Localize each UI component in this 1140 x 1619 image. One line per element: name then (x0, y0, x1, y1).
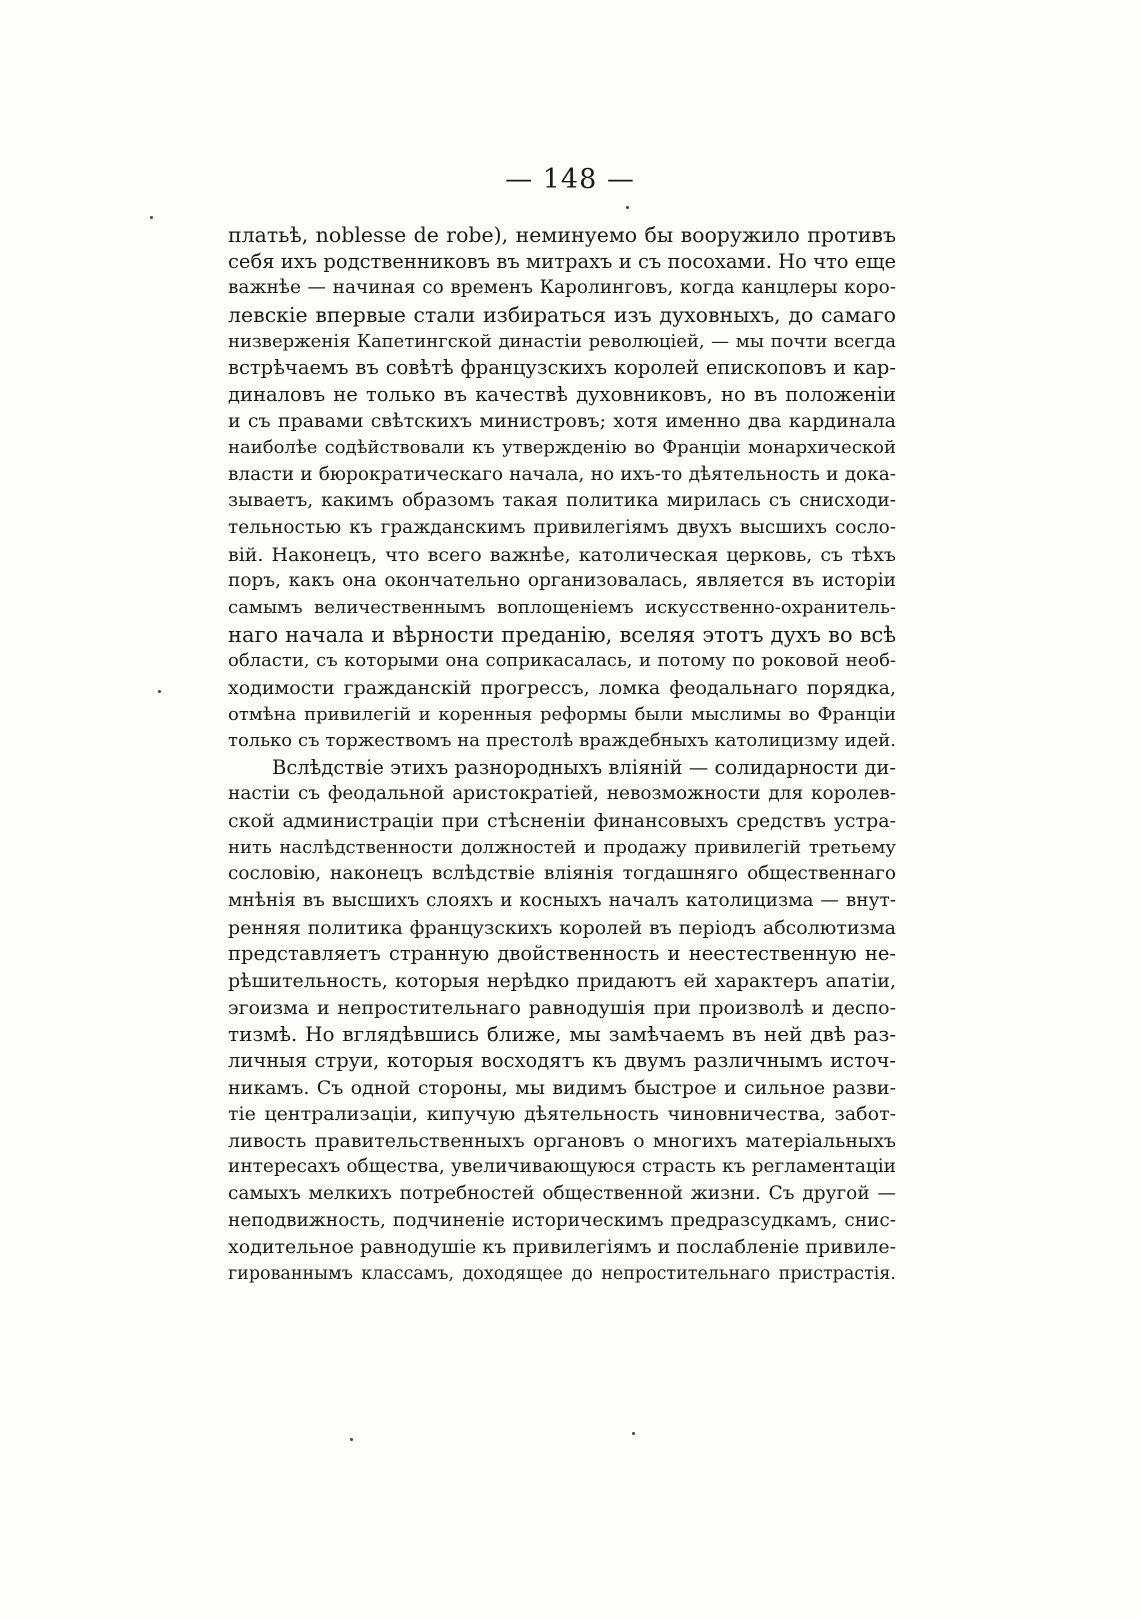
text-line: области, съ которыми она соприкасалась, и потому по роковой необ- (228, 650, 896, 672)
text-line: интересахъ общества, увеличивающуюся страсть къ регламентаціи (228, 1156, 896, 1178)
text-line: себя ихъ родственниковъ въ митрахъ и съ посохами. Но что еще (228, 249, 896, 273)
text-line: представляетъ странную двойственность и неестественную не- (228, 942, 896, 966)
text-line: тіе централизаціи, кипучую дѣятельность чиновничества, забот- (228, 1103, 896, 1126)
text-line: неподвижность, подчиненіе историческимъ предразсудкамъ, снис- (228, 1209, 896, 1231)
body-text (228, 222, 896, 1288)
text-line: важнѣе — начиная со временъ Каролинговъ, когда канцлеры коро- (228, 277, 896, 299)
text-line: отмѣна привилегій и коренныя реформы были мыслимы во Франціи (228, 703, 896, 725)
text-line: диналовъ не только въ качествѣ духовниковъ, но въ положеніи (228, 382, 896, 406)
text-line: самымъ величественнымъ воплощеніемъ искусственно-охранитель- (228, 596, 896, 618)
text-line: зываетъ, какимъ образомъ такая политика мирилась съ снисходи- (228, 490, 896, 512)
text-line: Вслѣдствіе этихъ разнородныхъ вліяній — солидарности ди- (272, 755, 896, 779)
text-line: нить наслѣдственности должностей и продажу привилегій третьему (228, 836, 896, 858)
text-line: личныя струи, которыя восходятъ къ двумъ различнымъ источ- (228, 1048, 896, 1072)
print-speck (158, 690, 161, 693)
print-speck (626, 206, 629, 209)
text-line: ренняя политика французскихъ королей въ періодъ абсолютизма (228, 916, 896, 939)
text-line: низверженія Капетингской династіи революціей, — мы почти всегда (228, 330, 896, 352)
text-line: никамъ. Съ одной стороны, мы видимъ быстрое и сильное разви- (228, 1076, 896, 1099)
text-line: ской администраціи при стѣсненіи финансовыхъ средствъ устра- (228, 810, 896, 833)
text-line: мнѣнія въ высшихъ слояхъ и косныхъ началъ католицизма — внут- (228, 890, 896, 912)
text-line: эгоизма и непростительнаго равнодушія при произволѣ и деспо- (228, 996, 896, 1019)
text-line: вій. Наконецъ, что всего важнѣе, католическая церковь, съ тѣхъ (228, 543, 896, 566)
text-line: встрѣчаемъ въ совѣтѣ французскихъ королей епископовъ и кар- (228, 356, 896, 380)
text-line: платьѣ, noblesse de robe), неминуемо бы вооружило противъ (228, 223, 896, 247)
text-line: ливость правительственныхъ органовъ о многихъ матеріальныхъ (228, 1129, 896, 1152)
text-line: тизмѣ. Но вглядѣвшись ближе, мы замѣчаемъ въ ней двѣ раз- (228, 1022, 896, 1047)
print-speck (632, 1432, 635, 1435)
print-speck (350, 1438, 353, 1441)
text-line: только съ торжествомъ на престолѣ враждебныхъ католицизму идей. (228, 730, 896, 752)
text-line: наго начала и вѣрности преданію, вселяя этотъ духъ во всѣ (228, 622, 896, 647)
text-line: и съ правами свѣтскихъ министровъ; хотя именно два кардинала (228, 410, 896, 433)
print-speck (150, 216, 153, 219)
text-line: наиболѣе содѣйствовали къ утвержденію во Франціи монархической (228, 437, 896, 459)
text-line: настіи съ феодальной аристократіей, невозможности для королев- (228, 783, 896, 805)
text-line: самыхъ мелкихъ потребностей общественной жизни. Съ другой — (228, 1183, 896, 1205)
text-line: тельностью къ гражданскимъ привилегіямъ двухъ высшихъ сосло- (228, 517, 896, 539)
text-line: ходимости гражданскій прогрессъ, ломка феодальнаго порядка, (228, 676, 896, 699)
text-line: гированнымъ классамъ, доходящее до непростительнаго пристрастія. (228, 1263, 896, 1284)
text-line: рѣшительность, которыя нерѣдко придаютъ ей характеръ апатіи, (228, 969, 896, 992)
text-line: сословію, наконецъ вслѣдствіе вліянія тогдашняго общественнаго (228, 863, 896, 885)
text-line: левскіе впервые стали избираться изъ духовныхъ, до самаго (228, 302, 896, 327)
text-line: поръ, какъ она окончательно организовалась, является въ исторіи (228, 570, 896, 592)
page-number: — 148 — (505, 164, 635, 195)
text-line: власти и бюрократическаго начала, но ихъ-то дѣятельность и дока- (228, 463, 896, 485)
text-line: ходительное равнодушіе къ привилегіямъ и послабленіе привиле- (228, 1236, 896, 1259)
